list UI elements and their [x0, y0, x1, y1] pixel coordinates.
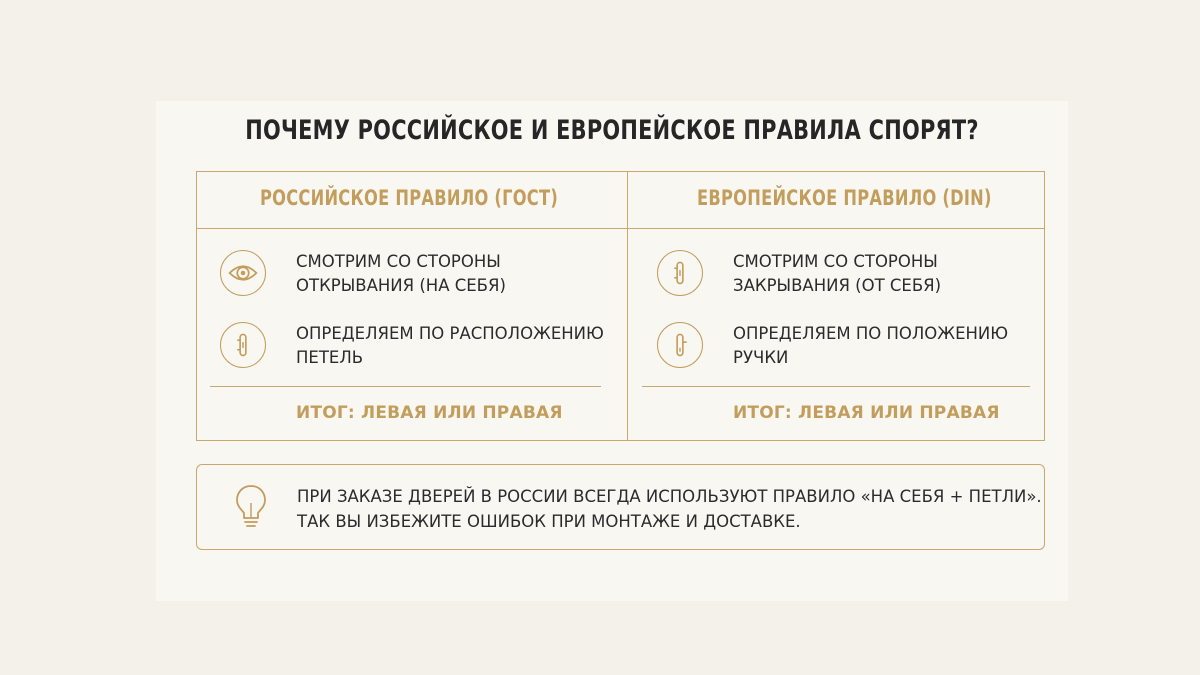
result-label-gost: ИТОГ: ЛЕВАЯ ИЛИ ПРАВАЯ: [296, 403, 563, 423]
column-heading-gost: РОССИЙСКОЕ ПРАВИЛО (ГОСТ): [260, 186, 559, 210]
row-text-line: ЗАКРЫВАНИЯ (ОТ СЕБЯ): [733, 276, 942, 295]
result-label-din: ИТОГ: ЛЕВАЯ ИЛИ ПРАВАЯ: [733, 403, 1000, 423]
row-separator: [642, 386, 1030, 387]
row-text-line: СМОТРИМ СО СТОРОНЫ: [733, 252, 938, 271]
header-divider: [197, 228, 1044, 229]
handle-icon: [657, 322, 703, 368]
info-card: [156, 101, 1068, 601]
hinge-icon: [220, 322, 266, 368]
row-text-line: ПЕТЕЛЬ: [296, 348, 364, 367]
lightbulb-icon: [233, 483, 269, 531]
tip-box: [196, 464, 1045, 550]
eye-icon: [220, 250, 266, 296]
tip-text-line: ПРИ ЗАКАЗЕ ДВЕРЕЙ В РОССИИ ВСЕГДА ИСПОЛЬЗУЮТ ПРАВИЛО «НА СЕБЯ + ПЕТЛИ».: [297, 487, 1042, 506]
row-text-line: ОПРЕДЕЛЯЕМ ПО РАСПОЛОЖЕНИЮ: [296, 324, 604, 343]
tip-text-line: ТАК ВЫ ИЗБЕЖИТЕ ОШИБОК ПРИ МОНТАЖЕ И ДОСТАВКЕ.: [297, 512, 801, 531]
column-divider: [627, 172, 628, 440]
row-text-line: ОТКРЫВАНИЯ (НА СЕБЯ): [296, 276, 506, 295]
row-text-line: СМОТРИМ СО СТОРОНЫ: [296, 252, 501, 271]
hinge-icon: [657, 250, 703, 296]
row-text-line: ОПРЕДЕЛЯЕМ ПО ПОЛОЖЕНИЮ: [733, 324, 1009, 343]
comparison-table: [196, 171, 1045, 441]
column-heading-din: ЕВРОПЕЙСКОЕ ПРАВИЛО (DIN): [697, 186, 992, 210]
row-separator: [210, 386, 601, 387]
page-title: ПОЧЕМУ РОССИЙСКОЕ И ЕВРОПЕЙСКОЕ ПРАВИЛА СПОРЯТ?: [245, 115, 979, 146]
row-text-line: РУЧКИ: [733, 348, 789, 367]
